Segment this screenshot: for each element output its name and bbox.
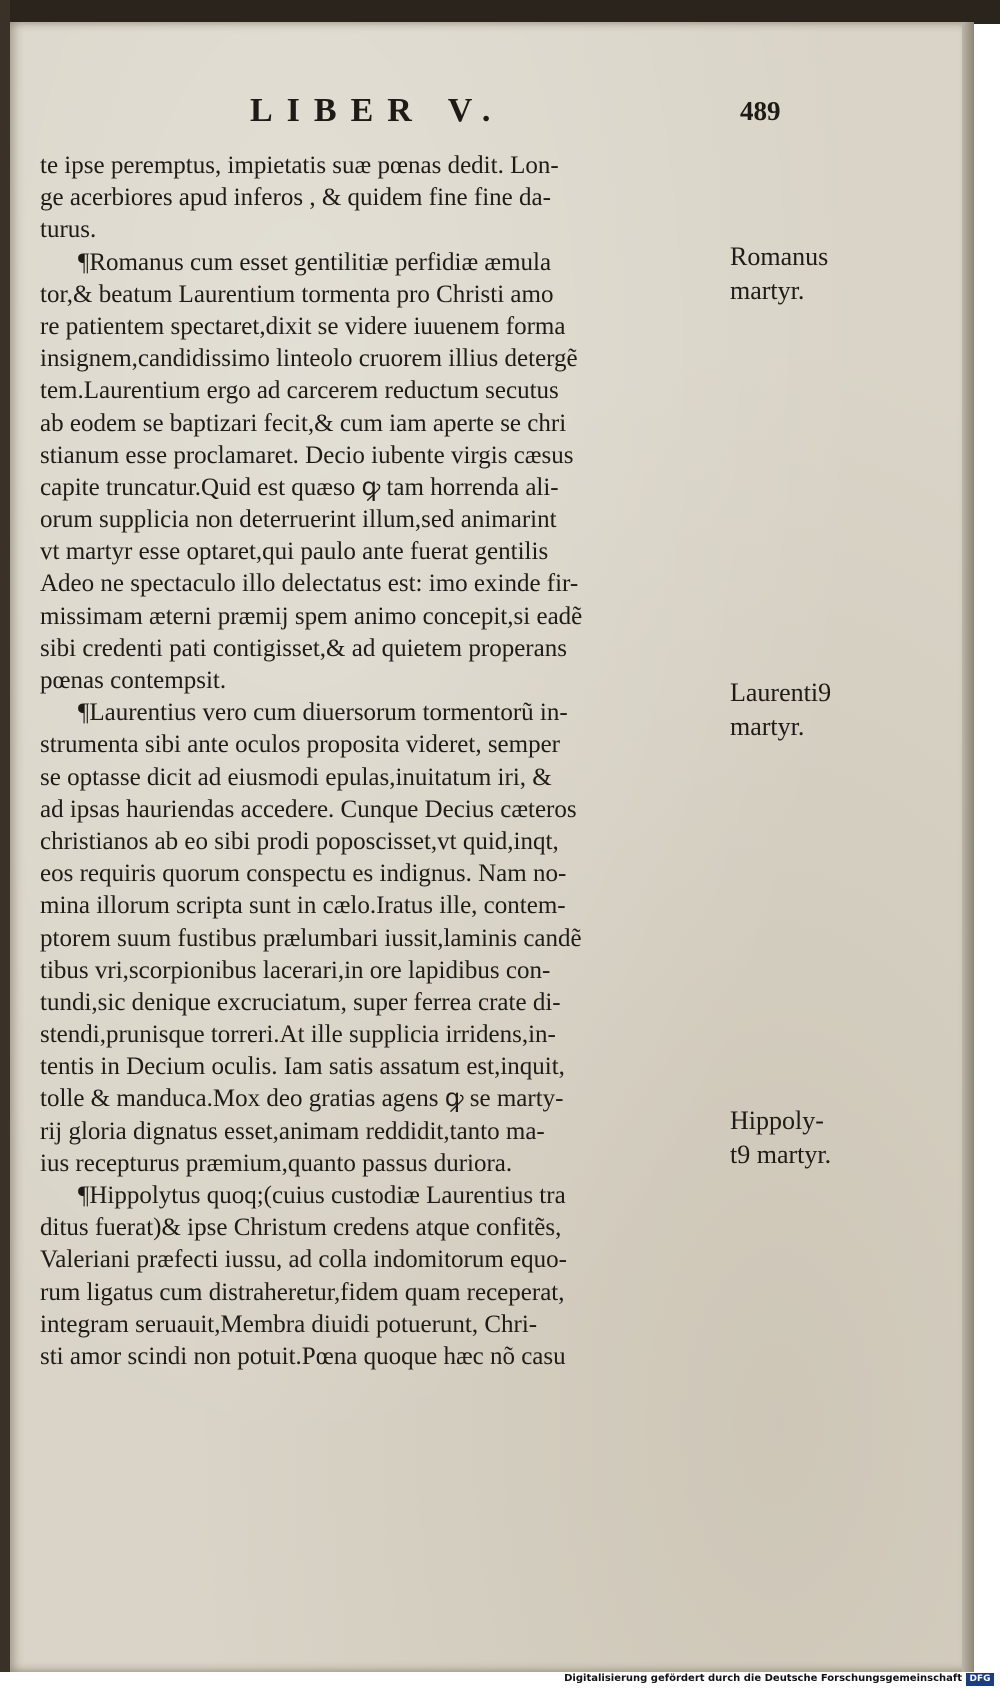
text-line: stianum esse proclamaret. Decio iubente virgis cæsus bbox=[40, 441, 574, 469]
marginal-note-line: martyr. bbox=[730, 276, 805, 305]
text-line: pœnas contempsit. bbox=[40, 667, 227, 694]
text-line: turus. bbox=[40, 216, 97, 244]
text-line: tibus vri,scorpionibus lacerari,in ore lapidibus con- bbox=[40, 956, 551, 984]
body-text bbox=[40, 150, 730, 1373]
text-line: sti amor scindi non potuit.Pœna quoque hæc nõ casu bbox=[40, 1342, 566, 1370]
text-line: ab eodem se baptizari fecit,& cum iam aperte se chri bbox=[40, 409, 567, 437]
marginal-note-hippolytus bbox=[730, 1104, 831, 1172]
text-line: missimam æterni præmij spem animo concepit,si eadẽ bbox=[40, 602, 583, 630]
marginal-note-romanus bbox=[730, 240, 828, 308]
text-line: se optasse dicit ad eiusmodi epulas,inuitatum iri, & bbox=[40, 763, 552, 791]
text-line: orum supplicia non deterruerint illum,sed animarint bbox=[40, 506, 557, 534]
text-line: ¶Laurentius vero cum diuersorum tormentorũ in- bbox=[78, 699, 568, 727]
text-line: mina illorum scripta sunt in cælo.Iratus ille, contem- bbox=[40, 892, 566, 920]
running-head: LIBER V. bbox=[250, 92, 505, 129]
text-line: tor,& beatum Laurentium tormenta pro Christi amo bbox=[40, 280, 554, 308]
text-line: ad ipsas hauriendas accedere. Cunque Decius cæteros bbox=[40, 795, 577, 823]
text-line: tolle & manduca.Mox deo gratias agens ꝙ se marty- bbox=[40, 1085, 564, 1113]
text-line: tundi,sic denique excruciatum, super ferrea crate di- bbox=[40, 988, 561, 1016]
text-line: stendi,prunisque torreri.At ille supplicia irridens,in- bbox=[40, 1021, 556, 1049]
digitization-credit: Digitalisierung gefördert durch die Deutsche Forschungsgemeinschaft bbox=[564, 1673, 962, 1684]
page-right-edge bbox=[962, 22, 974, 1672]
text-line: rij gloria dignatus esset,animam reddidit,tanto ma- bbox=[40, 1117, 545, 1145]
text-line: sibi credenti pati contigisset,& ad quietem properans bbox=[40, 634, 567, 662]
text-line: ditus fuerat)& ipse Christum credens atque confitẽs, bbox=[40, 1214, 562, 1242]
text-line: rum ligatus cum distraheretur,fidem quam receperat, bbox=[40, 1278, 565, 1306]
dfg-logo: DFG bbox=[966, 1673, 994, 1686]
page-number: 489 bbox=[740, 96, 781, 126]
text-line: ge acerbiores apud inferos , & quidem fine fine da- bbox=[40, 184, 551, 212]
text-line: te ipse peremptus, impietatis suæ pœnas dedit. Lon- bbox=[40, 152, 559, 179]
marginal-note-line: t9 martyr. bbox=[730, 1140, 832, 1169]
text-line: integram seruauit,Membra diuidi potuerunt, Chri- bbox=[40, 1310, 538, 1338]
text-line: vt martyr esse optaret,qui paulo ante fuerat gentilis bbox=[40, 538, 549, 566]
marginal-note-line: martyr. bbox=[730, 712, 805, 741]
marginal-note-line: Hippoly- bbox=[730, 1106, 824, 1135]
text-line: tentis in Decium oculis. Iam satis assatum est,inquit, bbox=[40, 1053, 565, 1081]
text-line: capite truncatur.Quid est quæso ꝙ tam horrenda ali- bbox=[40, 473, 559, 501]
text-line: ptorem suum fustibus prælumbari iussit,laminis candẽ bbox=[40, 924, 582, 952]
marginal-note-line: Romanus bbox=[730, 242, 829, 271]
text-line: re patientem spectaret,dixit se videre iuuenem forma bbox=[40, 312, 566, 340]
text-line: eos requiris quorum conspectu es indignus. Nam no- bbox=[40, 860, 567, 888]
text-line: tem.Laurentium ergo ad carcerem reductum secutus bbox=[40, 377, 559, 405]
text-line: strumenta sibi ante oculos proposita videret, semper bbox=[40, 731, 561, 759]
text-line: Adeo ne spectaculo illo delectatus est: imo exinde fir- bbox=[40, 570, 579, 598]
marginal-note-laurentius bbox=[730, 676, 831, 744]
marginal-note-line: Laurenti9 bbox=[730, 678, 832, 707]
text-line: Valeriani præfecti iussu, ad colla indomitorum equo- bbox=[40, 1246, 567, 1274]
text-line: christianos ab eo sibi prodi poposcisset,vt quid,inqt, bbox=[40, 827, 559, 855]
scan-top-edge bbox=[0, 0, 1000, 24]
text-line: ¶Hippolytus quoq;(cuius custodiæ Laurentius tra bbox=[78, 1182, 566, 1209]
scan-left-edge bbox=[0, 0, 10, 1675]
text-line: insignem,candidissimo linteolo cruorem illius detergẽ bbox=[40, 345, 578, 373]
text-line: ¶Romanus cum esset gentilitiæ perfidiæ æmula bbox=[78, 248, 552, 276]
text-line: ius recepturus præmium,quanto passus duriora. bbox=[40, 1149, 513, 1177]
